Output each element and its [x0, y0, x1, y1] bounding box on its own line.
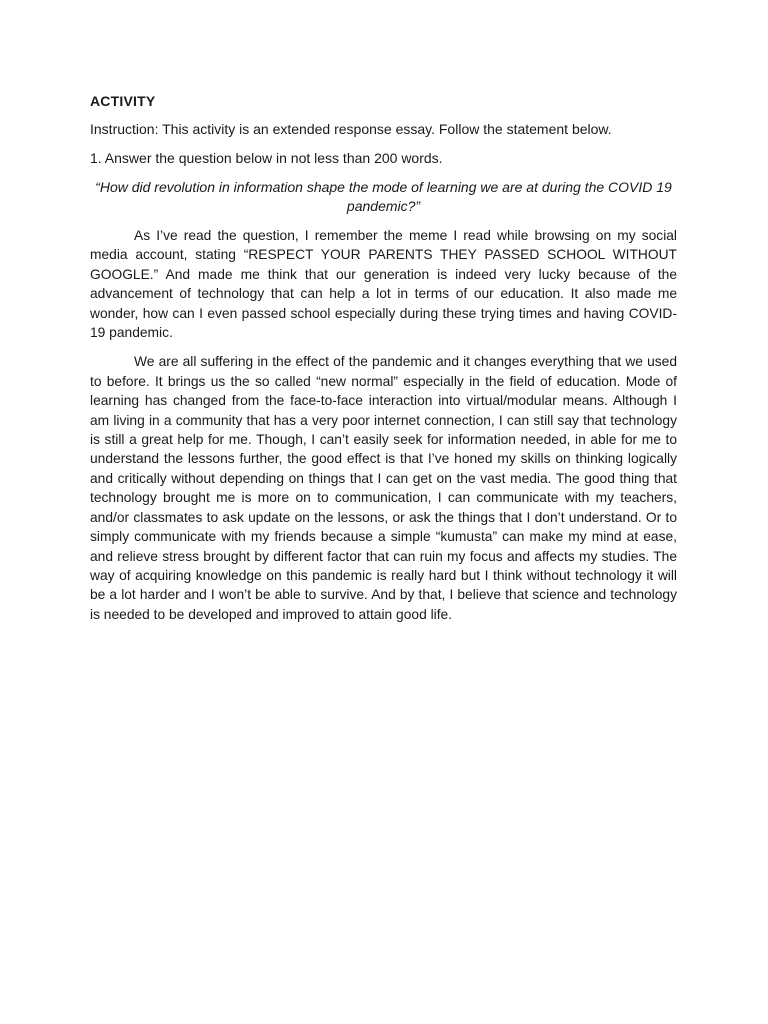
- document-body: [90, 92, 677, 634]
- essay-paragraph-2: We are all suffering in the effect of the pandemic and it changes everything that we used to before. It brings us the so called “new normal” especially in the field of education. Mode of learning has changed from the face-to-face interaction into virtual/modular means. Although I am living in a community that has a very poor internet connection, I can still say that technology is still a great help for me. Though, I can’t easily seek for information needed, in able for me to understand the lessons further, the good effect is that I’ve honed my skills on thinking logically and critically without depending on things that I can get on the vast media. The good thing that technology brought me is more on to communication, I can communicate with my teachers, and/or classmates to ask update on the lessons, or ask the things that I don’t understand. Or to simply communicate with my friends because a simple “kumusta” can make my mind at ease, and relieve stress brought by different factor that can ruin my focus and affects my studies. The way of acquiring knowledge on this pandemic is really hard but I think without technology it will be a lot harder and I won’t be able to survive. And by that, I believe that science and technology is needed to be developed and improved to attain good life.: [90, 354, 677, 622]
- essay-question: “How did revolution in information shape the mode of learning we are at during the COVID 19 pandemic?”: [95, 179, 672, 214]
- question-item: 1. Answer the question below in not less than 200 words.: [90, 150, 443, 166]
- essay-paragraph-1: As I’ve read the question, I remember the meme I read while browsing on my social media account, stating “RESPECT YOUR PARENTS THEY PASSED SCHOOL WITHOUT GOOGLE.” And made me think that our generation is indeed very lucky because of the advancement of technology that can help a lot in terms of our education. It also made me wonder, how can I even passed school especially during these trying times and having COVID-19 pandemic.: [90, 228, 677, 341]
- activity-heading: ACTIVITY: [90, 93, 156, 109]
- instruction-text: Instruction: This activity is an extended response essay. Follow the statement below.: [90, 121, 612, 137]
